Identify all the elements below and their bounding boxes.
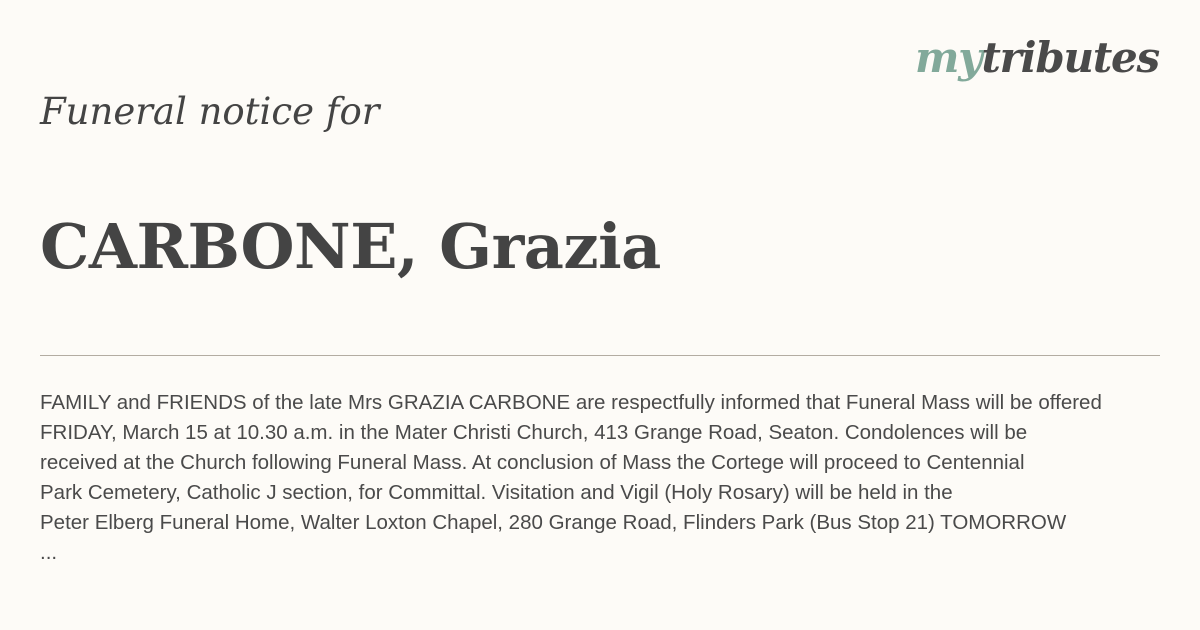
logo-tributes-text: tributes <box>981 33 1159 82</box>
notice-line: Park Cemetery, Catholic J section, for Committal. Visitation and Vigil (Holy Rosary) will be held in the <box>40 481 953 504</box>
notice-body <box>40 388 1160 568</box>
notice-line: FRIDAY, March 15 at 10.30 a.m. in the Mater Christi Church, 413 Grange Road, Seaton. Condolences will be <box>40 421 1028 444</box>
notice-line: Peter Elberg Funeral Home, Walter Loxton Chapel, 280 Grange Road, Flinders Park (Bus Stop 21) TOMORROW <box>40 511 1067 534</box>
notice-ellipsis: ... <box>40 541 58 564</box>
deceased-name: CARBONE, Grazia <box>40 210 661 283</box>
notice-line: received at the Church following Funeral Mass. At conclusion of Mass the Cortege will proceed to Centennial <box>40 451 1025 474</box>
mytributes-logo[interactable] <box>915 32 1159 84</box>
notice-line: FAMILY and FRIENDS of the late Mrs GRAZIA CARBONE are respectfully informed that Funeral Mass will be offered <box>40 391 1102 414</box>
divider <box>40 355 1160 356</box>
notice-subtitle: Funeral notice for <box>40 90 380 133</box>
logo-my-text: my <box>914 33 982 82</box>
